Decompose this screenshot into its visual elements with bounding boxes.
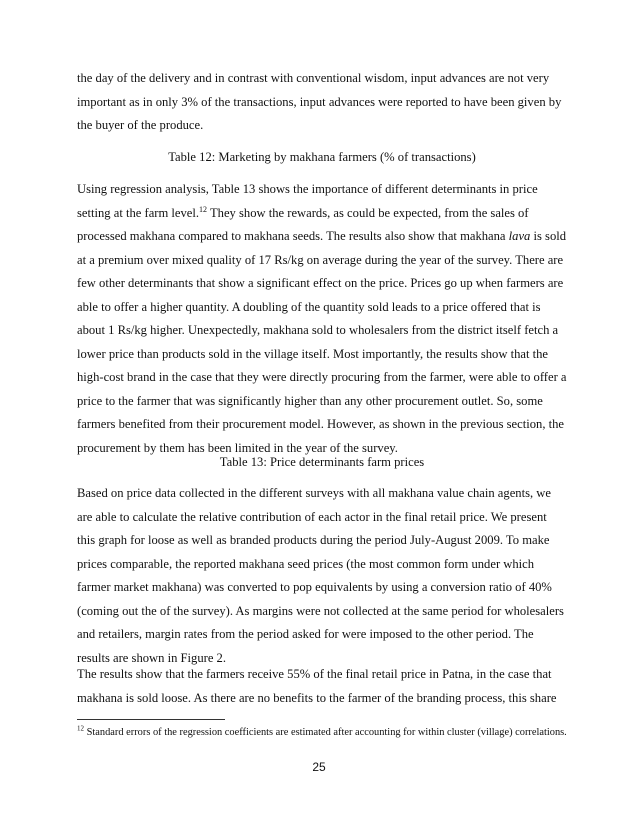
italic-lava: lava — [508, 229, 531, 243]
table-13-caption: Table 13: Price determinants farm prices — [219, 455, 425, 469]
paragraph-price-data: Based on price data collected in the different surveys with all makhana value chain agents, we are able to calculate the relative contribution of each actor in the final retail price. We present this graph for loose as well as branded products during the period July-August 2009. To make prices comparable, the reported makhana seed prices (the most common form under which farmer market makhana) was converted to pop equivalents by using a conversion ratio of 40% (coming out the of the survey). As margins were not collected at the same period for wholesalers and retailers, margin rates from the period asked for were imposed to the other period. The results are shown in Figure 2. — [77, 486, 564, 665]
footnote-text: Standard errors of the regression coefficients are estimated after accounting for within cluster (village) correlations. — [84, 727, 567, 738]
footnote — [77, 726, 567, 740]
footnote-divider — [77, 719, 225, 720]
page-number: 25 — [312, 760, 326, 774]
paragraph-regression-analysis — [77, 178, 567, 460]
regression-text-part1: Using regression analysis, Table 13 shows the importance of different determinants in price setting at the farm level. — [77, 182, 538, 220]
regression-text-part3: is sold at a premium over mixed quality of 17 Rs/kg on average during the year of the survey. There are few other determinants that show a significant effect on the price. Prices go up when farmers are able to offer a higher quantity. A doubling of the quantity sold leads to a price offered that is about 1 Rs/kg higher. Unexpectedly, makhana sold to wholesalers from the district itself fetch a lower price than products sold in the village itself. Most importantly, the results show that the high-cost brand in the case that they were directly procuring from the farmer, were able to offer a price to the farmer that was significantly higher than any other procurement outlet. So, some farmers benefited from their procurement model. However, as shown in the previous section, the procurement by them has been limited in the year of the survey. — [77, 229, 567, 455]
regression-text-part2: They show the rewards, as could be expected, from the sales of processed makhana compared to makhana seeds. The results also show that makhana — [77, 205, 529, 243]
footnote-number: 12 — [77, 724, 84, 733]
paragraph-input-advances: the day of the delivery and in contrast with conventional wisdom, input advances are not very important as in only 3% of the transactions, input advances were reported to have been given by the buyer of the produce. — [77, 71, 562, 132]
paragraph-farmer-share: The results show that the farmers receive 55% of the final retail price in Patna, in the case that makhana is sold loose. As there are no benefits to the farmer of the branding process, this share — [77, 667, 557, 705]
footnote-reference: 12 — [199, 204, 208, 214]
table-12-caption: Table 12: Marketing by makhana farmers (% of transactions) — [168, 150, 476, 164]
